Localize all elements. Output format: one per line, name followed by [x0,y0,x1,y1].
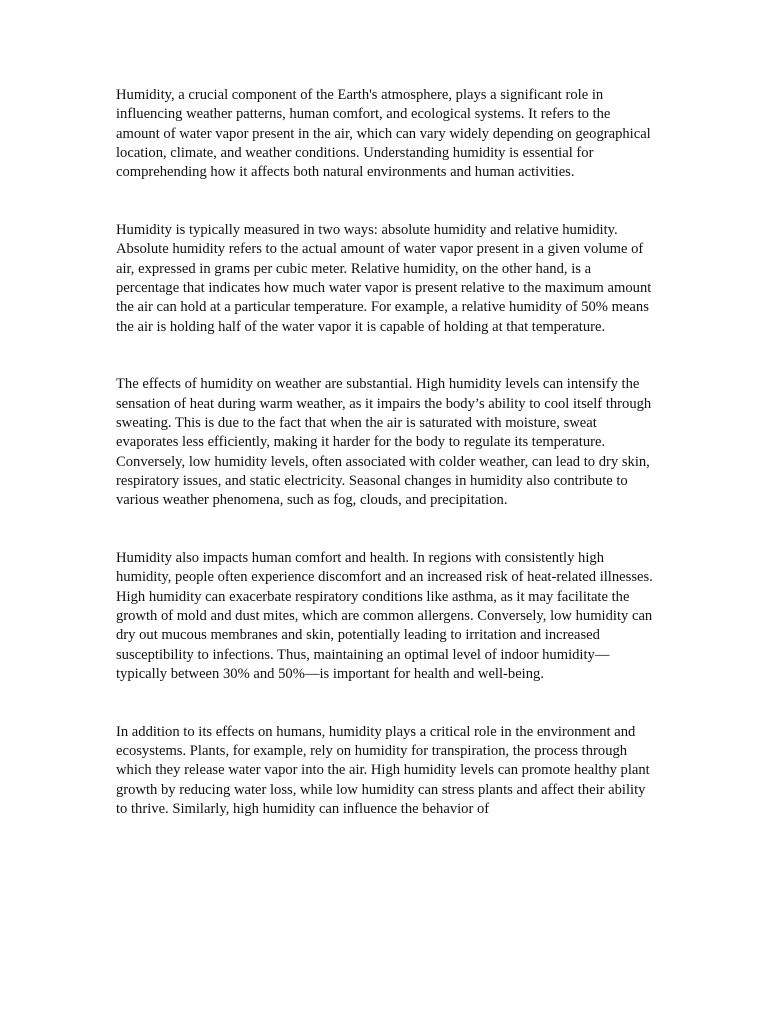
document-body [116,86,656,858]
paragraph-health-effects: Humidity also impacts human comfort and health. In regions with consistently high humidity, people often experience discomfort and an increased risk of heat-related illnesses. High humidity can exacerbate respiratory conditions like asthma, as it may facilitate the growth of mold and dust mites, which are common allergens. Conversely, low humidity can dry out mucous membranes and skin, potentially leading to irritation and increased susceptibility to infections. Thus, maintaining an optimal level of indoor humidity—typically between 30% and 50%—is important for health and well-being. [116,550,653,682]
paragraph-environment: In addition to its effects on humans, humidity plays a critical role in the environment and ecosystems. Plants, for example, rely on humidity for transpiration, the process through which they release water vapor into the air. High humidity levels can promote healthy plant growth by reducing water loss, while low humidity can stress plants and affect their ability to thrive. Similarly, high humidity can influence the behavior of [116,723,650,817]
paragraph-weather-effects: The effects of humidity on weather are substantial. High humidity levels can intensify the sensation of heat during warm weather, as it impairs the body’s ability to cool itself through sweating. This is due to the fact that when the air is saturated with moisture, sweat evaporates less efficiently, making it harder for the body to regulate its temperature. Conversely, low humidity levels, often associated with colder weather, can lead to dry skin, respiratory issues, and static electricity. Seasonal changes in humidity also contribute to various weather phenomena, such as fog, clouds, and precipitation. [116,376,652,509]
paragraph-measurement: Humidity is typically measured in two ways: absolute humidity and relative humidity. Absolute humidity refers to the actual amount of water vapor present in a given volume of air, expressed in grams per cubic meter. Relative humidity, on the other hand, is a percentage that indicates how much water vapor is present relative to the maximum amount the air can hold at a particular temperature. For example, a relative humidity of 50% means the air is holding half of the water vapor it is capable of holding at that temperature. [116,222,652,335]
paragraph-intro: Humidity, a crucial component of the Earth's atmosphere, plays a significant role in influencing weather patterns, human comfort, and ecological systems. It refers to the amount of water vapor present in the air, which can vary widely depending on geographical location, climate, and weather conditions. Understanding humidity is essential for comprehending how it affects both natural environments and human activities. [116,87,651,181]
